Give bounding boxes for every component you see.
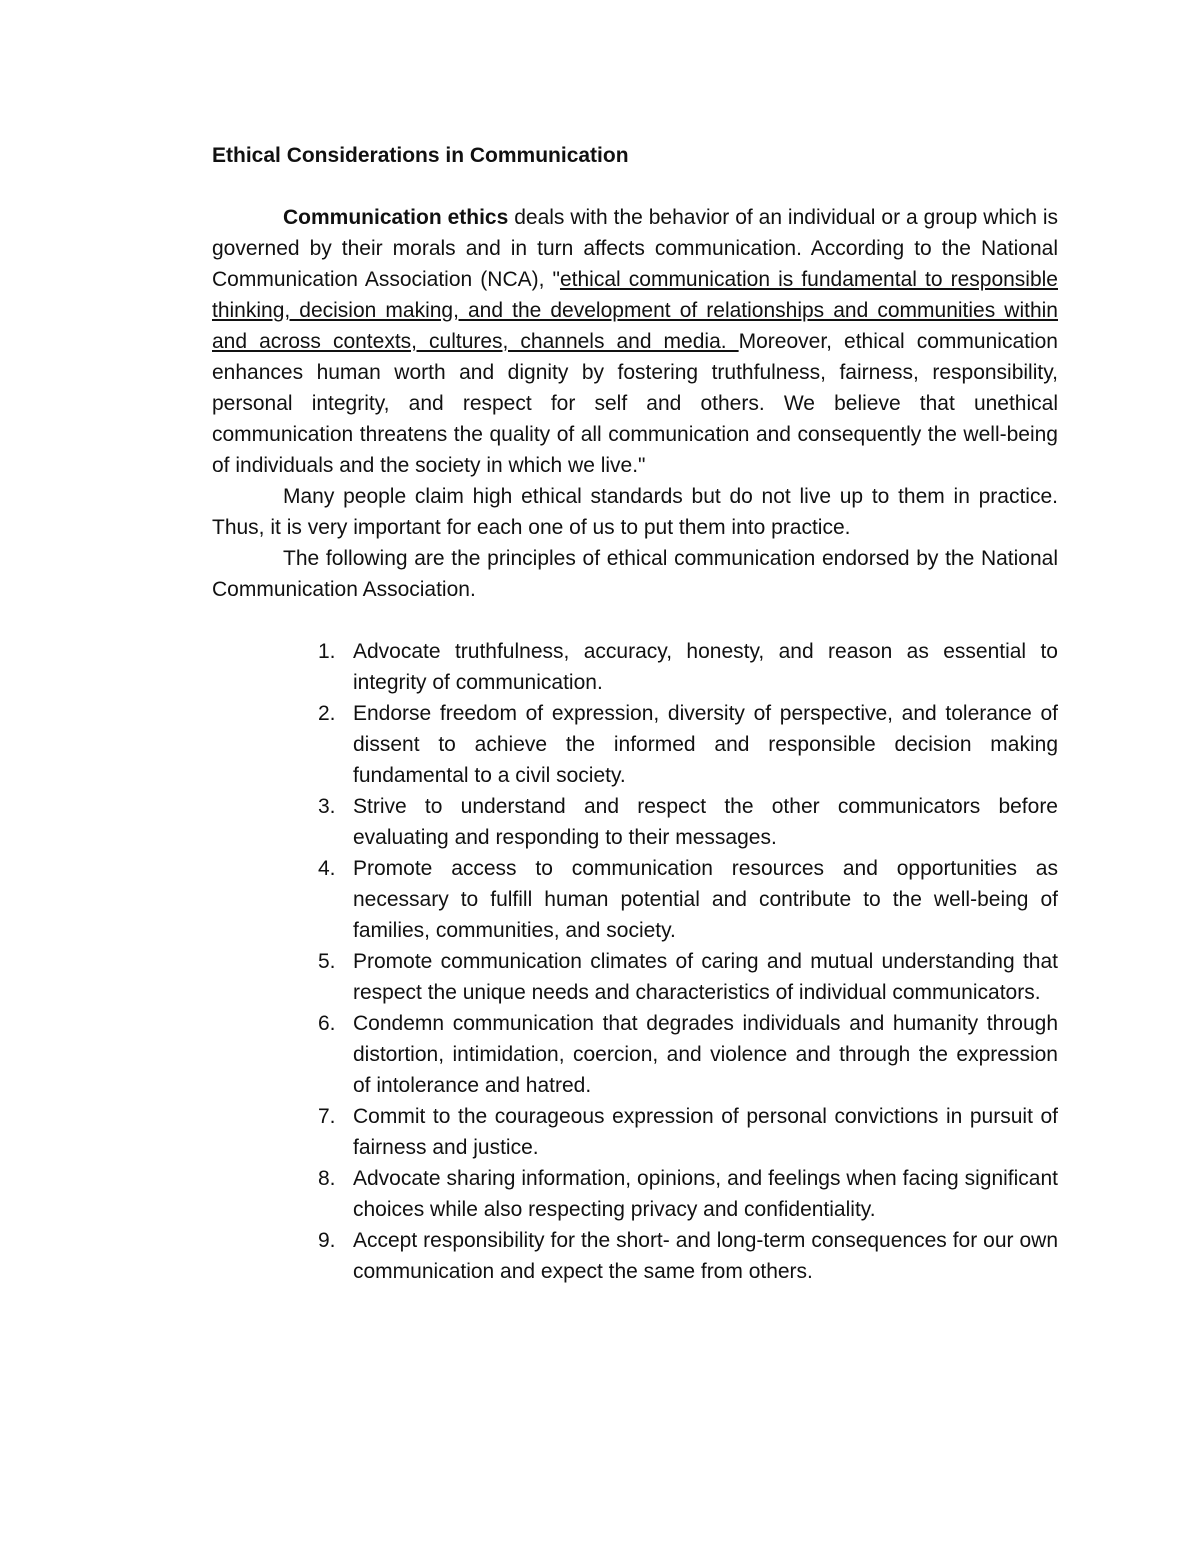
intro-text-after-quote: Moreover, ethical communication enhances human worth and dignity by fostering truthfulness, fairness, responsibility, personal integrity, and respect for self and others. We believe that unethical communication threatens the quality of all communication and consequently the well-being of individuals and the society in which we live." xyxy=(212,330,1058,477)
list-item xyxy=(318,1008,1058,1101)
list-item-text: Accept responsibility for the short- and long-term consequences for our own communication and expect the same from others. xyxy=(353,1229,1058,1283)
intro-text-before-quote: deals with the behavior of an individual or a group which is governed by their morals and in turn affects communication. According to the National Communication Association (NCA), " xyxy=(212,206,1059,291)
list-item-text: Strive to understand and respect the other communicators before evaluating and responding to their messages. xyxy=(353,795,1058,849)
list-item xyxy=(318,1101,1058,1163)
intro-term: Communication ethics xyxy=(283,206,509,229)
list-item-number: 9. xyxy=(318,1229,336,1252)
list-item xyxy=(318,946,1058,1008)
list-item-number: 2. xyxy=(318,702,336,725)
list-item-text: Condemn communication that degrades individuals and humanity through distortion, intimidation, coercion, and violence and through the expression of intolerance and hatred. xyxy=(353,1012,1058,1097)
document-page xyxy=(212,136,1058,1287)
list-item-text: Advocate truthfulness, accuracy, honesty, and reason as essential to integrity of communication. xyxy=(353,640,1058,694)
list-item-text: Advocate sharing information, opinions, and feelings when facing significant choices while also respecting privacy and confidentiality. xyxy=(353,1167,1058,1221)
intro-quote-underlined: ethical communication is fundamental to responsible thinking, decision making, and the development of relationships and communities within and across contexts, cultures, channels and media. xyxy=(212,268,1058,353)
list-item-number: 1. xyxy=(318,640,336,663)
list-item xyxy=(318,853,1058,946)
list-item-text: Promote communication climates of caring and mutual understanding that respect the unique needs and characteristics of individual communicators. xyxy=(353,950,1058,1004)
intro-paragraph xyxy=(212,202,1058,481)
document-title: Ethical Considerations in Communication xyxy=(212,144,629,167)
principles-intro-paragraph: The following are the principles of ethical communication endorsed by the National Communication Association. xyxy=(212,547,1058,601)
list-item-number: 5. xyxy=(318,950,336,973)
list-item-number: 3. xyxy=(318,795,336,818)
list-item xyxy=(318,698,1058,791)
list-item-number: 7. xyxy=(318,1105,336,1128)
practice-paragraph: Many people claim high ethical standards but do not live up to them in practice. Thus, it is very important for each one of us to put them into practice. xyxy=(212,485,1058,539)
list-item-number: 6. xyxy=(318,1012,336,1035)
list-item xyxy=(318,791,1058,853)
list-item-text: Endorse freedom of expression, diversity of perspective, and tolerance of dissent to achieve the informed and responsible decision making fundamental to a civil society. xyxy=(353,702,1058,787)
principles-list xyxy=(212,636,1058,1287)
list-item-number: 8. xyxy=(318,1167,336,1190)
list-item xyxy=(318,1225,1058,1287)
list-item xyxy=(318,1163,1058,1225)
list-item-text: Promote access to communication resources and opportunities as necessary to fulfill human potential and contribute to the well-being of families, communities, and society. xyxy=(353,857,1058,942)
list-item-text: Commit to the courageous expression of personal convictions in pursuit of fairness and justice. xyxy=(353,1105,1058,1159)
list-item xyxy=(318,636,1058,698)
list-item-number: 4. xyxy=(318,857,336,880)
